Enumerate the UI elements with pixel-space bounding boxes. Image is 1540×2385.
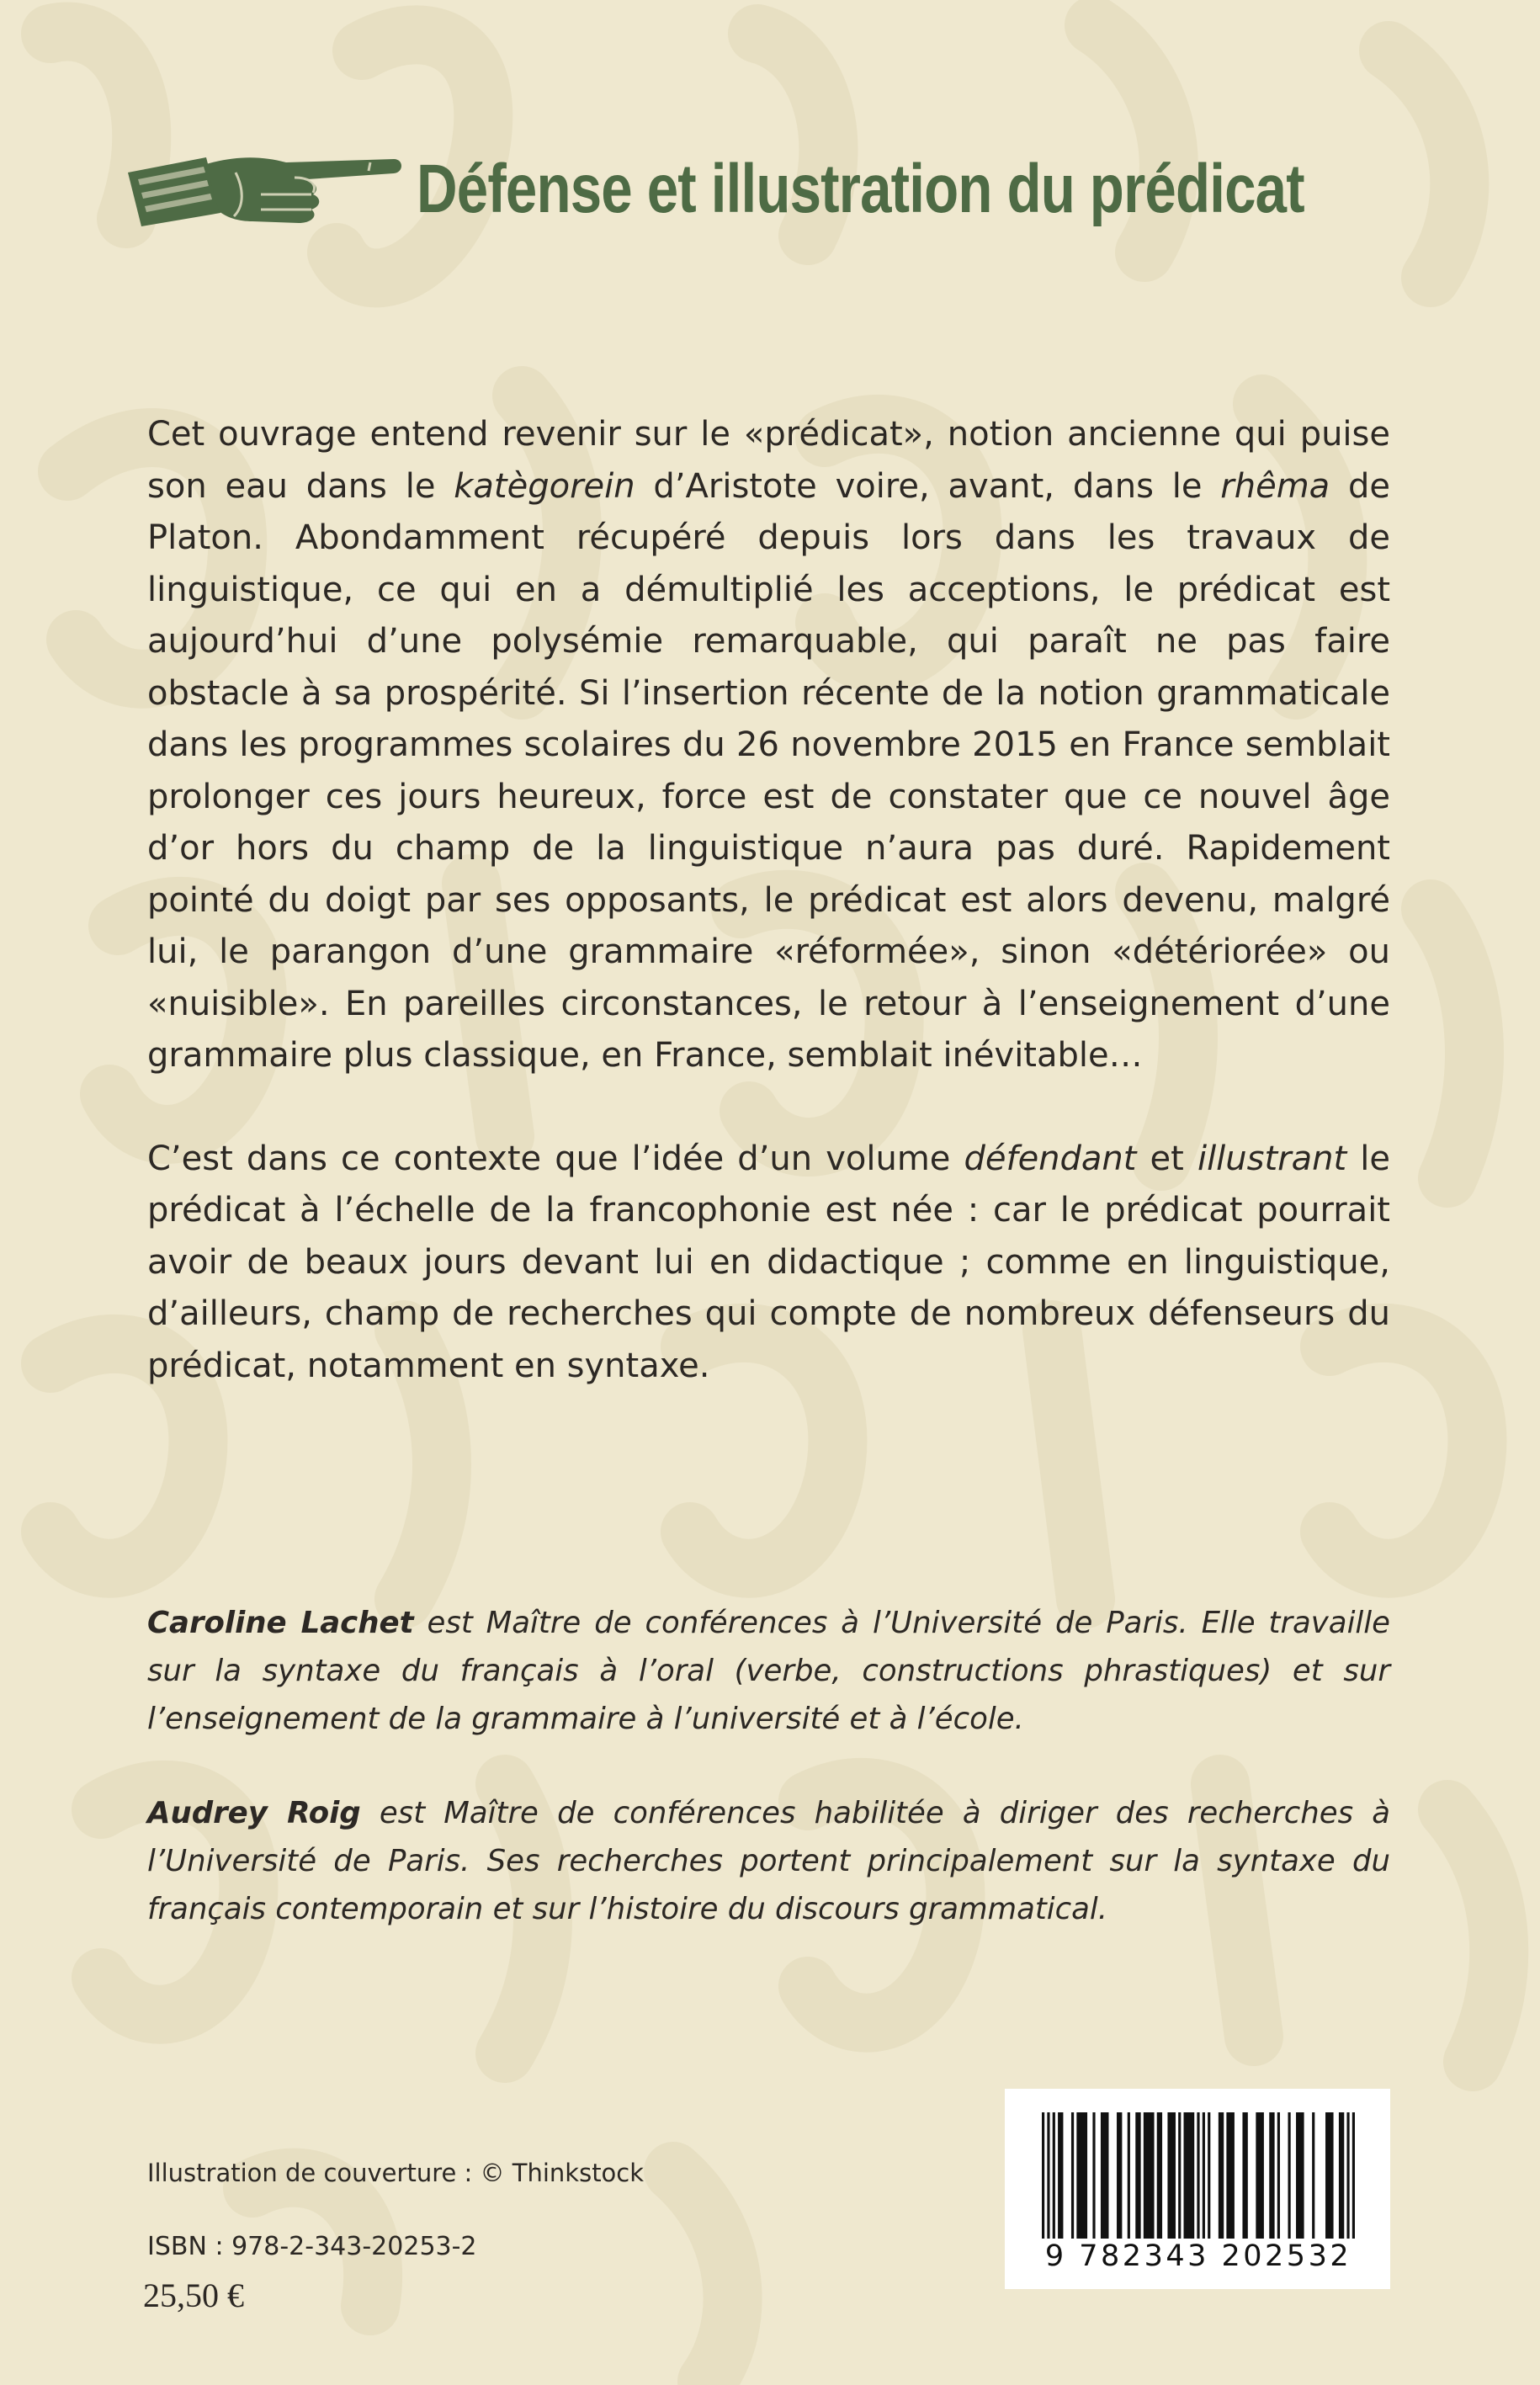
barcode-bar <box>1076 2112 1087 2239</box>
barcode-bar <box>1197 2112 1199 2239</box>
barcode-bar <box>1312 2112 1314 2239</box>
barcode-bar <box>1352 2112 1355 2239</box>
barcode-bar <box>1135 2112 1140 2239</box>
barcode-bar <box>1128 2112 1130 2239</box>
barcode-bar <box>1219 2112 1224 2239</box>
author-name-1: Caroline Lachet <box>147 1606 414 1640</box>
barcode-bar <box>1277 2112 1280 2239</box>
author-bio-2 <box>147 1789 1390 1933</box>
barcode-bar <box>1178 2112 1181 2239</box>
barcode-bar <box>1203 2112 1205 2239</box>
barcode-bar <box>1269 2112 1274 2239</box>
text-segment-2: et <box>1136 1139 1197 1178</box>
book-title: Défense et illustration du prédicat <box>417 151 1304 227</box>
italic-term-1: katègorein <box>454 466 635 506</box>
text-segment-4: de Platon. Abondamment récupéré depuis lors dans les travaux de linguistique, ce qui en a démultiplié les acceptions, le prédicat est aujourd’hui d’une polysémie remarquable, qui paraît ne pas faire obstacle à sa prospérité. Si l’insertion récente de la notion grammaticale dans les programmes scolaires du 26 novembre 2015 en France semblait prolonger ces jours heureux, force est de constater que ce nouvel âge d’or hors du champ de la linguistique n’aura pas duré. Rapidement pointé du doigt par ses opposants, le prédicat est alors devenu, malgré lui, le parangon d’une grammaire «réformée», sinon «détériorée» ou «nuisible». En pareilles circonstances, le retour à l’enseignement d’une grammaire plus classique, en France, semblait inévitable… <box>147 466 1390 1075</box>
italic-term-1: défendant <box>964 1139 1137 1178</box>
barcode-bar <box>1242 2112 1247 2239</box>
barcode-bar <box>1071 2112 1074 2239</box>
summary-paragraph-2 <box>147 1134 1390 1393</box>
barcode <box>1005 2089 1390 2289</box>
author-bio-1 <box>147 1599 1390 1743</box>
barcode-bar <box>1346 2112 1349 2239</box>
text-segment-0: C’est dans ce contexte que l’idée d’un volume <box>147 1139 964 1178</box>
barcode-bar <box>1339 2112 1344 2239</box>
summary-paragraph-1 <box>147 409 1390 1082</box>
barcode-bar <box>1058 2112 1063 2239</box>
header <box>126 139 1439 257</box>
barcode-bar <box>1047 2112 1049 2239</box>
barcode-bar <box>1296 2112 1304 2239</box>
isbn: ISBN : 978-2-343-20253-2 <box>147 2232 477 2261</box>
barcode-bar <box>1144 2112 1155 2239</box>
text-segment-0: Cet ouvrage entend revenir sur le «prédicat», notion ancienne qui puise son eau dans le <box>147 415 1390 506</box>
italic-term-3: rhêma <box>1220 466 1330 506</box>
author-bios <box>147 1599 1390 1933</box>
author-name-2: Audrey Roig <box>147 1796 361 1830</box>
italic-term-3: illustrant <box>1197 1139 1347 1178</box>
barcode-bar <box>1184 2112 1195 2239</box>
book-summary <box>147 409 1390 1392</box>
text-segment-2: d’Aristote voire, avant, dans le <box>635 466 1221 506</box>
barcode-digits: 9 782343 202532 <box>1044 2239 1352 2273</box>
pointing-hand-icon <box>126 139 404 231</box>
author-bio-text-1: est Maître de conférences à l’Université de Paris. Elle travaille sur la syntaxe du français à l’oral (verbe, constructions phrastiques) et sur l’enseignement de la grammaire à l’université et à l’école. <box>147 1606 1390 1736</box>
barcode-bar <box>1092 2112 1095 2239</box>
barcode-bar <box>1256 2112 1264 2239</box>
barcode-bar <box>1053 2112 1055 2239</box>
price: 25,50 € <box>143 2276 244 2314</box>
text-segment-4: le prédicat à l’échelle de la francophonie est née : car le prédicat pourrait avoir de beaux jours devant lui en didactique ; comme en linguistique, d’ailleurs, champ de recherches qui compte de nombreux défenseurs du prédicat, notamment en syntaxe. <box>147 1139 1390 1385</box>
barcode-bar <box>1157 2112 1162 2239</box>
barcode-bar <box>1167 2112 1176 2239</box>
barcode-bar <box>1101 2112 1109 2239</box>
author-bio-text-2: est Maître de conférences habilitée à diriger des recherches à l’Université de Paris. Ses recherches portent principalement sur la syntaxe du français contemporain et sur l’histoire du discours grammatical. <box>147 1796 1391 1926</box>
barcode-bar <box>1042 2112 1044 2239</box>
barcode-bar <box>1208 2112 1210 2239</box>
barcode-bars <box>1042 2112 1355 2239</box>
cover-illustration-credit: Illustration de couverture : © Thinkstock <box>147 2159 645 2187</box>
barcode-bar <box>1226 2112 1235 2239</box>
barcode-bar <box>1117 2112 1122 2239</box>
barcode-bar <box>1325 2112 1334 2239</box>
barcode-bar <box>1288 2112 1291 2239</box>
